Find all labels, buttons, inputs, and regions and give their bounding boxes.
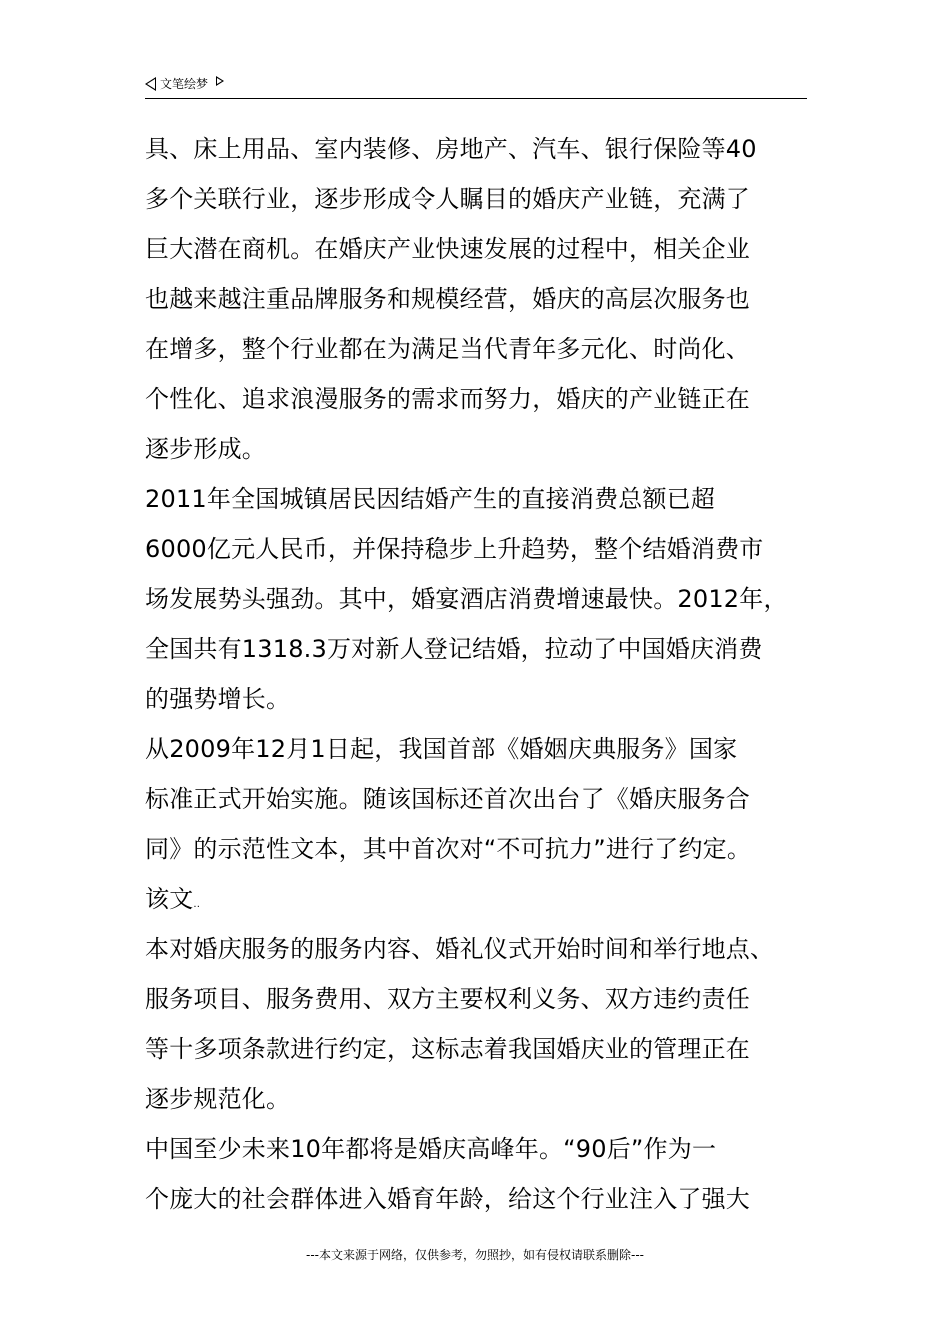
- header-title: 文笔绘梦: [160, 77, 209, 91]
- text-line: 个性化、追求浪漫服务的需求而努力，婚庆的产业链正在: [145, 385, 750, 413]
- text-fragment: 该文: [145, 885, 194, 913]
- text-line: 的强势增长。: [145, 685, 291, 713]
- text-line-truncated: [145, 874, 810, 924]
- text-line: 从2009年12月1日起，我国首部《婚姻庆典服务》国家: [145, 735, 738, 763]
- document-body: [145, 124, 810, 1224]
- page-header: [145, 74, 807, 99]
- text-line: 本对婚庆服务的服务内容、婚礼仪式开始时间和举行地点、: [145, 935, 775, 963]
- text-line: 2011年全国城镇居民因结婚产生的直接消费总额已超: [145, 485, 716, 513]
- text-line: 也越来越注重品牌服务和规模经营，婚庆的高层次服务也: [145, 285, 750, 313]
- text-line: 6000亿元人民币，并保持稳步上升趋势，整个结婚消费市: [145, 535, 764, 563]
- text-line: 逐步规范化。: [145, 1085, 291, 1113]
- text-line: 中国至少未来10年都将是婚庆高峰年。“90后”作为一: [145, 1135, 717, 1163]
- text-line: 多个关联行业，逐步形成令人瞩目的婚庆产业链，充满了: [145, 185, 750, 213]
- text-line: 巨大潜在商机。在婚庆产业快速发展的过程中，相关企业: [145, 235, 750, 263]
- text-line: 场发展势头强劲。其中，婚宴酒店消费增速最快。2012年，: [145, 585, 788, 613]
- text-line: 等十多项条款进行约定，这标志着我国婚庆业的管理正在: [145, 1035, 750, 1063]
- ellipsis-mark: ..: [193, 899, 201, 910]
- header-brand: [145, 76, 224, 92]
- text-line: 逐步形成。: [145, 435, 266, 463]
- text-line: 在增多，整个行业都在为满足当代青年多元化、时尚化、: [145, 335, 750, 363]
- text-line: 个庞大的社会群体进入婚育年龄，给这个行业注入了强大: [145, 1185, 750, 1213]
- text-line: 服务项目、服务费用、双方主要权利义务、双方违约责任: [145, 985, 750, 1013]
- page-footer: ---本文来源于网络，仅供参考，勿照抄，如有侵权请联系删除---: [306, 1248, 644, 1262]
- triangle-right-icon: [216, 76, 224, 86]
- text-line: 同》的示范性文本，其中首次对“不可抗力”进行了约定。: [145, 835, 752, 863]
- text-line: 标准正式开始实施。随该国标还首次出台了《婚庆服务合: [145, 785, 750, 813]
- text-line: 全国共有1318.3万对新人登记结婚，拉动了中国婚庆消费: [145, 635, 763, 663]
- text-line: 具、床上用品、室内装修、房地产、汽车、银行保险等40: [145, 135, 757, 163]
- triangle-left-icon: [145, 77, 156, 91]
